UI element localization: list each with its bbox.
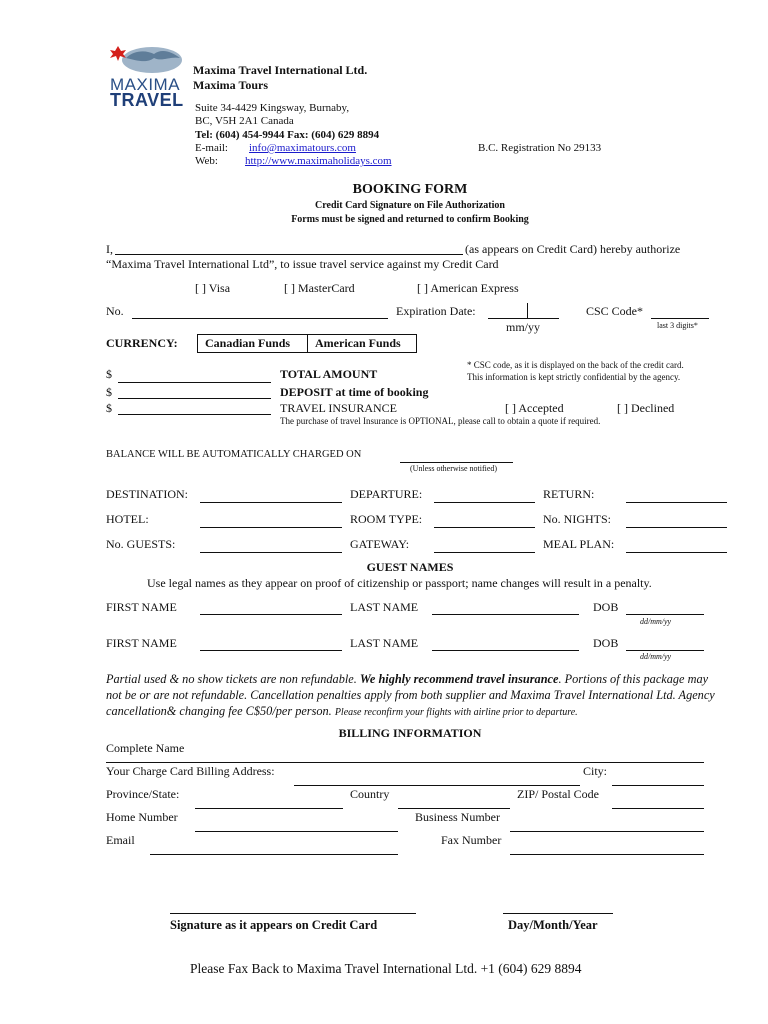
card-visa-checkbox[interactable]: [ ] Visa — [195, 281, 231, 295]
city-label: City: — [583, 764, 608, 778]
balance-label: BALANCE WILL BE AUTOMATICALLY CHARGED ON — [106, 449, 362, 460]
room-type-field[interactable] — [434, 527, 535, 528]
date-label: Day/Month/Year — [508, 918, 598, 932]
registration: B.C. Registration No 29133 — [478, 142, 602, 154]
email-field[interactable] — [150, 854, 398, 855]
cardholder-name-field[interactable] — [115, 254, 463, 255]
deposit-field[interactable] — [118, 398, 271, 399]
billing-address-label: Your Charge Card Billing Address: — [106, 764, 275, 778]
destination-label: DESTINATION: — [106, 487, 188, 501]
return-label: RETURN: — [543, 487, 595, 501]
destination-field[interactable] — [200, 502, 342, 503]
currency-cad-option[interactable]: Canadian Funds — [205, 336, 291, 350]
guest-names-note: Use legal names as they appear on proof of citizenship or passport; name changes will result in a penalty. — [147, 576, 652, 590]
expiration-divider — [527, 303, 528, 319]
first-name-label: FIRST NAME — [106, 600, 177, 614]
gateway-field[interactable] — [434, 552, 535, 553]
insurance-field[interactable] — [118, 414, 271, 415]
guest2-first-name-field[interactable] — [200, 650, 342, 651]
web-link[interactable]: http://www.maximaholidays.com — [245, 155, 392, 167]
auth-prefix: I, — [106, 242, 113, 256]
billing-address-field[interactable] — [294, 785, 580, 786]
email-label: E-mail: — [195, 142, 228, 154]
dob-hint: dd/mm/yy — [640, 652, 672, 661]
policy-text-1: Partial used & no show tickets are non refundable. — [106, 672, 360, 686]
insurance-label: TRAVEL INSURANCE — [280, 401, 398, 415]
currency-options — [197, 334, 417, 353]
dob-label: DOB — [593, 636, 619, 650]
card-number-field[interactable] — [132, 318, 388, 319]
meal-plan-label: MEAL PLAN: — [543, 537, 615, 551]
departure-label: DEPARTURE: — [350, 487, 423, 501]
logo-text-maxima: MAXIMA — [110, 75, 181, 94]
fax-back-note: Please Fax Back to Maxima Travel International Ltd. +1 (604) 629 8894 — [190, 961, 582, 976]
policy-text-small: Please reconfirm your flights with airline prior to departure. — [334, 707, 578, 718]
dob-hint: dd/mm/yy — [640, 617, 672, 626]
country-field[interactable] — [398, 808, 510, 809]
policy-paragraph — [106, 671, 718, 721]
dollar-sign: $ — [106, 385, 112, 399]
signature-field[interactable] — [170, 913, 416, 914]
billing-title: BILLING INFORMATION — [338, 726, 482, 740]
guest1-dob-field[interactable] — [626, 614, 704, 615]
zip-field[interactable] — [612, 808, 704, 809]
deposit-label: DEPOSIT at time of booking — [280, 385, 429, 399]
csc-note-2: This information is kept strictly confidential by the agency. — [467, 372, 681, 382]
currency-usd-option[interactable]: American Funds — [307, 335, 416, 352]
city-field[interactable] — [612, 785, 704, 786]
web-label: Web: — [195, 155, 218, 167]
csc-label: CSC Code* — [586, 304, 644, 318]
csc-note-1: * CSC code, as it is displayed on the back of the credit card. — [467, 360, 684, 370]
home-number-field[interactable] — [195, 831, 398, 832]
hotel-label: HOTEL: — [106, 512, 149, 526]
company-name: Maxima Travel International Ltd. — [193, 63, 368, 77]
company-logo — [110, 44, 186, 110]
zip-label: ZIP/ Postal Code — [517, 787, 600, 801]
signature-date-field[interactable] — [503, 913, 613, 914]
nights-field[interactable] — [626, 527, 727, 528]
expiration-field[interactable] — [488, 318, 559, 319]
total-amount-field[interactable] — [118, 382, 271, 383]
csc-hint: last 3 digits* — [657, 321, 698, 330]
hotel-field[interactable] — [200, 527, 342, 528]
province-label: Province/State: — [106, 787, 180, 801]
room-type-label: ROOM TYPE: — [350, 512, 423, 526]
total-amount-label: TOTAL AMOUNT — [280, 367, 378, 381]
csc-field[interactable] — [651, 318, 709, 319]
fax-number-field[interactable] — [510, 854, 704, 855]
business-number-label: Business Number — [415, 810, 500, 824]
guest1-first-name-field[interactable] — [200, 614, 342, 615]
country-label: Country — [350, 787, 390, 801]
complete-name-label: Complete Name — [106, 741, 185, 755]
gateway-label: GATEWAY: — [350, 537, 410, 551]
form-subtitle-1: Credit Card Signature on File Authorization — [315, 200, 505, 211]
province-field[interactable] — [195, 808, 343, 809]
auth-suffix: (as appears on Credit Card) hereby authorize — [465, 242, 681, 256]
dollar-sign: $ — [106, 401, 112, 415]
insurance-declined-checkbox[interactable]: [ ] Declined — [617, 401, 675, 415]
meal-plan-field[interactable] — [626, 552, 727, 553]
departure-field[interactable] — [434, 502, 535, 503]
complete-name-field[interactable] — [106, 762, 704, 763]
currency-label: CURRENCY: — [106, 336, 178, 350]
card-mastercard-checkbox[interactable]: [ ] MasterCard — [284, 281, 355, 295]
address-line-2: BC, V5H 2A1 Canada — [195, 115, 294, 127]
balance-note: (Unless otherwise notified) — [410, 464, 498, 473]
return-field[interactable] — [626, 502, 727, 503]
last-name-label: LAST NAME — [350, 600, 419, 614]
guest2-last-name-field[interactable] — [432, 650, 579, 651]
insurance-note: The purchase of travel Insurance is OPTIONAL, please call to obtain a quote if required. — [280, 416, 601, 426]
guest-names-title: GUEST NAMES — [366, 560, 454, 574]
signature-label: Signature as it appears on Credit Card — [170, 918, 378, 932]
home-number-label: Home Number — [106, 810, 178, 824]
logo-text-travel: TRAVEL — [110, 90, 184, 110]
fax-number-label: Fax Number — [441, 833, 502, 847]
guests-label: No. GUESTS: — [106, 537, 176, 551]
last-name-label: LAST NAME — [350, 636, 419, 650]
form-subtitle-2: Forms must be signed and returned to confirm Booking — [291, 214, 529, 225]
card-number-label: No. — [106, 304, 124, 318]
policy-text-2: . Portions of this package may not be or are not refundable. Cancellation penalties apply from both supplier and Maxima Travel International Ltd. Agency cancellation& changing fee C$50/per person. — [106, 672, 715, 718]
globe-logo-icon — [110, 44, 186, 74]
policy-text-bold: We highly recommend travel insurance — [359, 672, 559, 686]
card-amex-checkbox[interactable]: [ ] American Express — [417, 281, 519, 295]
email-field-label: Email — [106, 833, 135, 847]
first-name-label: FIRST NAME — [106, 636, 177, 650]
auth-line-2: “Maxima Travel International Ltd”, to issue travel service against my Credit Card — [106, 257, 499, 271]
company-sub: Maxima Tours — [193, 78, 269, 92]
dollar-sign: $ — [106, 367, 112, 381]
guests-field[interactable] — [200, 552, 342, 553]
address-line-1: Suite 34-4429 Kingsway, Burnaby, — [195, 102, 350, 114]
mmyy-hint: mm/yy — [506, 320, 541, 334]
balance-date-field[interactable] — [400, 462, 513, 463]
guest1-last-name-field[interactable] — [432, 614, 579, 615]
insurance-accepted-checkbox[interactable]: [ ] Accepted — [505, 401, 564, 415]
guest2-dob-field[interactable] — [626, 650, 704, 651]
form-title: BOOKING FORM — [352, 182, 468, 197]
expiration-label: Expiration Date: — [396, 304, 476, 318]
nights-label: No. NIGHTS: — [543, 512, 611, 526]
business-number-field[interactable] — [510, 831, 704, 832]
tel-fax: Tel: (604) 454-9944 Fax: (604) 629 8894 — [195, 129, 380, 141]
dob-label: DOB — [593, 600, 619, 614]
email-link[interactable]: info@maximatours.com — [249, 142, 356, 154]
